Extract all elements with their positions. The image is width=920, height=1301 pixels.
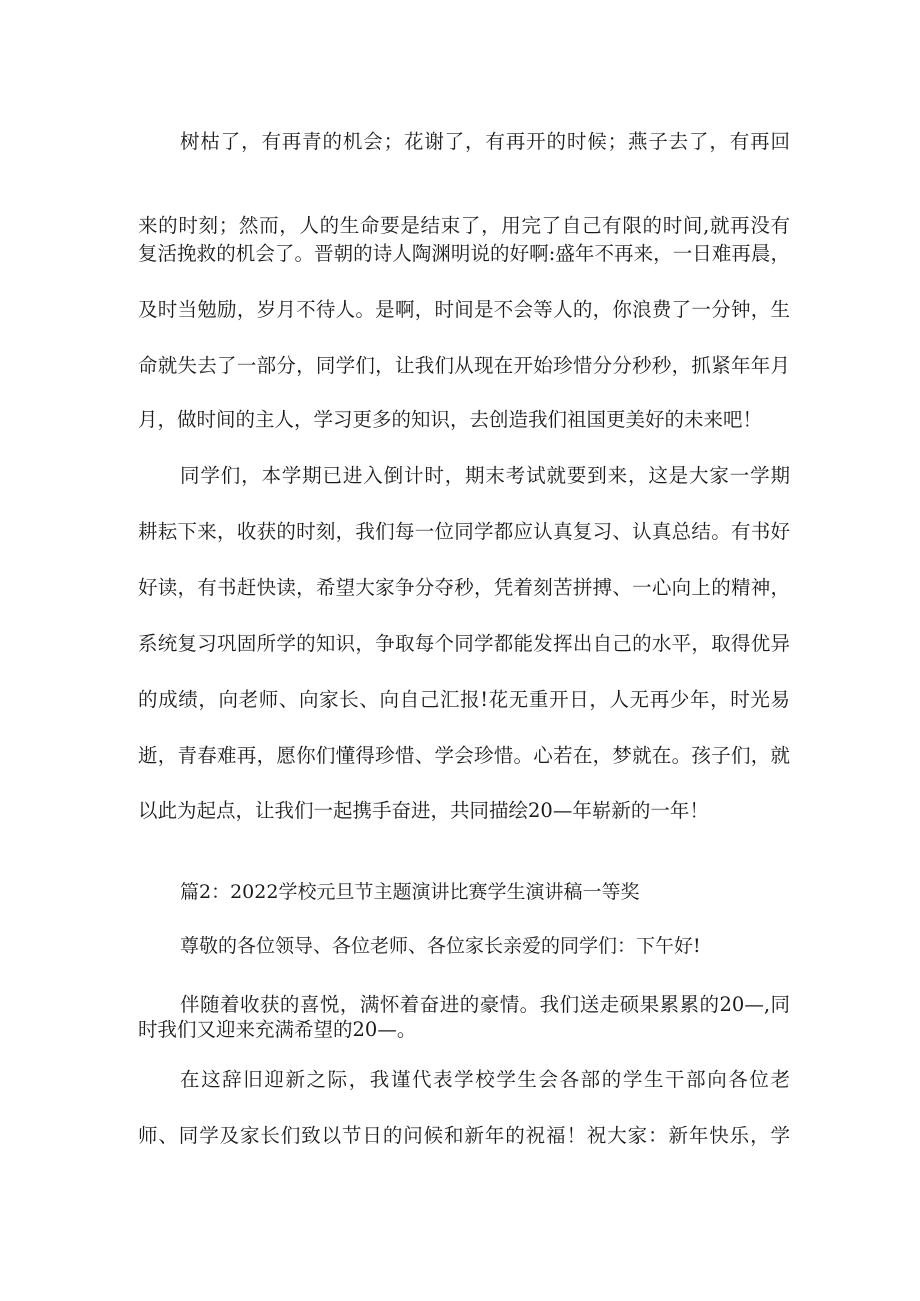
paragraph-2-line-2: 耕耘下来，收获的时刻，我们每一位同学都应认真复习、认真总结。有书好 <box>138 520 790 543</box>
paragraph-1-line-2: 来的时刻；然而，人的生命要是结束了，用完了自己有限的时间,就再没有 <box>138 214 790 237</box>
paragraph-4-line-1: 在这辞旧迎新之际，我谨代表学校学生会各部的学生干部向各位老 <box>180 1068 790 1091</box>
paragraph-3-line-1: 伴随着收获的喜悦，满怀着奋进的豪情。我们送走硕果累累的20—,同 <box>180 993 790 1016</box>
paragraph-2-line-7: 以此为起点，让我们一起携手奋进，共同描绘20—年崭新的一年！ <box>138 799 709 822</box>
paragraph-1-line-5: 命就失去了一部分，同学们，让我们从现在开始珍惜分分秒秒，抓紧年年月 <box>138 354 790 377</box>
paragraph-4-line-2: 师、同学及家长们致以节日的问候和新年的祝福！祝大家：新年快乐，学 <box>138 1124 790 1147</box>
paragraph-2-line-4: 系统复习巩固所学的知识，争取每个同学都能发挥出自己的水平，取得优异 <box>138 632 790 655</box>
paragraph-2-line-5: 的成绩，向老师、向家长、向自己汇报!花无重开日，人无再少年，时光易 <box>138 688 790 711</box>
paragraph-1-line-6: 月，做时间的主人，学习更多的知识，去创造我们祖国更美好的未来吧！ <box>138 408 763 431</box>
paragraph-1-line-1: 树枯了，有再青的机会；花谢了，有再开的时候；燕子去了，有再回 <box>180 130 790 153</box>
paragraph-1-line-4: 及时当勉励，岁月不待人。是啊，时间是不会等人的，你浪费了一分钟，生 <box>138 298 790 321</box>
paragraph-2-line-6: 逝，青春难再，愿你们懂得珍惜、学会珍惜。心若在，梦就在。孩子们，就 <box>138 744 790 767</box>
section-heading: 篇2：2022学校元旦节主题演讲比赛学生演讲稿一等奖 <box>180 881 640 903</box>
paragraph-3-line-2: 时我们又迎来充满希望的20—。 <box>138 1018 417 1041</box>
paragraph-2-line-1: 同学们，本学期已进入倒计时，期末考试就要到来，这是大家一学期 <box>180 464 790 487</box>
paragraph-2-line-3: 好读，有书赶快读，希望大家争分夺秒，凭着刻苦拼搏、一心向上的精神， <box>138 576 790 599</box>
greeting-line: 尊敬的各位领导、各位老师、各位家长亲爱的同学们：下午好! <box>180 935 701 957</box>
paragraph-1-line-3: 复活挽救的机会了。晋朝的诗人陶渊明说的好啊:盛年不再来，一日难再晨， <box>138 242 790 265</box>
